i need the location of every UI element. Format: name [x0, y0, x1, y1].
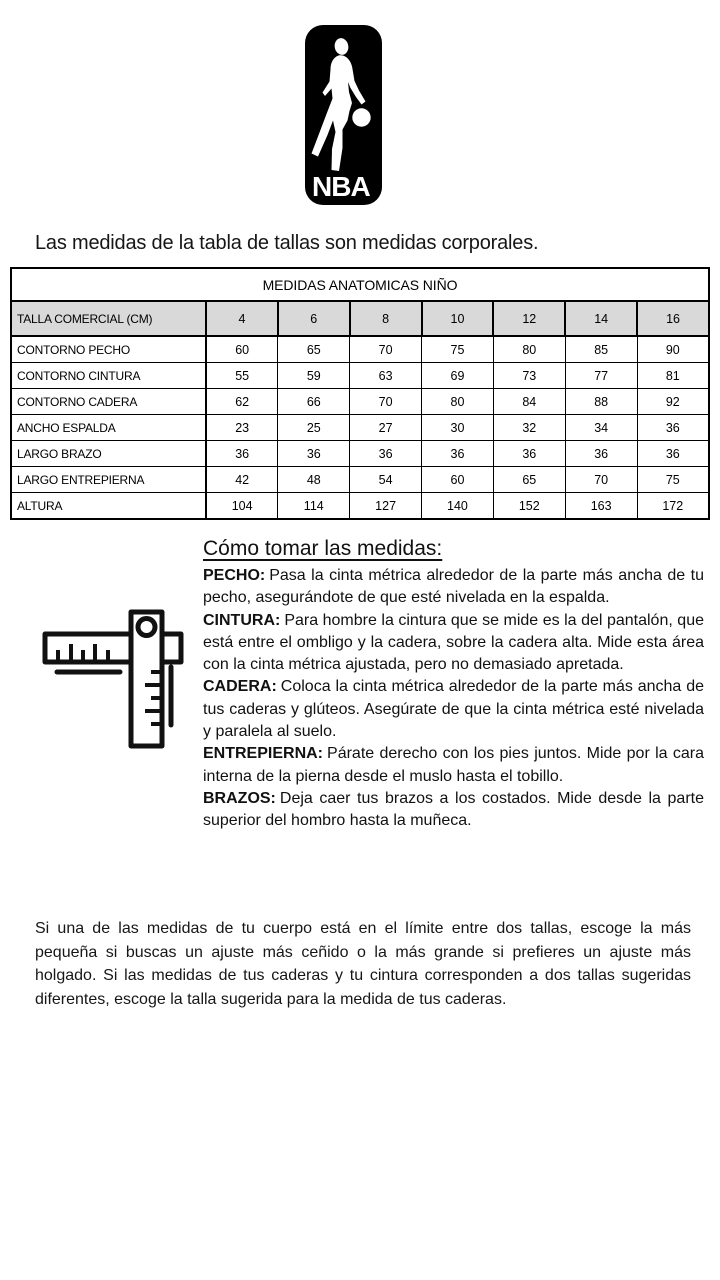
- cell: 80: [422, 389, 494, 415]
- cell: 63: [350, 363, 422, 389]
- column-header: 8: [350, 301, 422, 336]
- cell: 90: [637, 336, 709, 363]
- page-title: Las medidas de la tabla de tallas son medidas corporales.: [35, 232, 539, 254]
- cell: 36: [565, 441, 637, 467]
- cell: 163: [565, 493, 637, 520]
- size-chart-table: [10, 267, 710, 520]
- cell: 70: [350, 336, 422, 363]
- table-row: [11, 415, 709, 441]
- instruction-body: Para hombre la cintura que se mide es la del pantalón, que está entre el ombligo y la cadera, sobre la cadera alta. Mide esta área con la cinta métrica ajustada, pero no demasiado apretada.: [203, 611, 704, 674]
- cell: 140: [422, 493, 494, 520]
- cell: 36: [637, 441, 709, 467]
- instruction-body: Pasa la cinta métrica alrededor de la parte más ancha de tu pecho, asegurándote de que esté nivelada en la espalda.: [203, 567, 704, 607]
- instructions-heading: Cómo tomar las medidas:: [203, 537, 443, 560]
- column-header: 10: [422, 301, 494, 336]
- cell: 30: [422, 415, 494, 441]
- cell: 32: [493, 415, 565, 441]
- table-header-row: [11, 301, 709, 336]
- instruction-item: [203, 676, 704, 743]
- instruction-item: [203, 788, 704, 833]
- cell: 75: [637, 467, 709, 493]
- column-header: 14: [565, 301, 637, 336]
- instruction-body: Deja caer tus brazos a los costados. Mide desde la parte superior del hombro hasta la muñeca.: [203, 789, 704, 830]
- cell: 65: [278, 336, 350, 363]
- instruction-item: [203, 743, 704, 788]
- cell: 36: [350, 441, 422, 467]
- cell: 85: [565, 336, 637, 363]
- table-row: [11, 441, 709, 467]
- ruler-square-icon: [42, 608, 184, 750]
- row-label: ALTURA: [11, 493, 206, 520]
- nba-logo-text: NBA: [312, 171, 370, 202]
- cell: 88: [565, 389, 637, 415]
- column-header: 4: [206, 301, 278, 336]
- cell: 60: [422, 467, 494, 493]
- cell: 75: [422, 336, 494, 363]
- cell: 92: [637, 389, 709, 415]
- cell: 36: [637, 415, 709, 441]
- cell: 23: [206, 415, 278, 441]
- instruction-term: PECHO:: [203, 567, 266, 584]
- cell: 42: [206, 467, 278, 493]
- size-chart: [10, 267, 710, 520]
- cell: 104: [206, 493, 278, 520]
- cell: 59: [278, 363, 350, 389]
- cell: 81: [637, 363, 709, 389]
- instruction-body: Coloca la cinta métrica alrededor de la parte más ancha de tus caderas y glúteos. Asegúrate de que la cinta métrica esté nivelada y paralela al suelo.: [203, 678, 704, 741]
- cell: 36: [493, 441, 565, 467]
- cell: 66: [278, 389, 350, 415]
- cell: 127: [350, 493, 422, 520]
- cell: 25: [278, 415, 350, 441]
- cell: 36: [278, 441, 350, 467]
- table-row: [11, 363, 709, 389]
- cell: 36: [422, 441, 494, 467]
- table-row: [11, 467, 709, 493]
- instruction-term: CINTURA:: [203, 611, 281, 629]
- cell: 84: [493, 389, 565, 415]
- table-row: [11, 336, 709, 363]
- row-label: CONTORNO CADERA: [11, 389, 206, 415]
- table-row: [11, 493, 709, 520]
- cell: 60: [206, 336, 278, 363]
- instruction-term: CADERA:: [203, 678, 277, 696]
- column-header: TALLA COMERCIAL (CM): [11, 301, 206, 336]
- cell: 73: [493, 363, 565, 389]
- row-label: CONTORNO CINTURA: [11, 363, 206, 389]
- instruction-item: [203, 565, 704, 610]
- column-header: 6: [278, 301, 350, 336]
- cell: 80: [493, 336, 565, 363]
- cell: 69: [422, 363, 494, 389]
- cell: 70: [350, 389, 422, 415]
- row-label: LARGO BRAZO: [11, 441, 206, 467]
- cell: 34: [565, 415, 637, 441]
- cell: 65: [493, 467, 565, 493]
- table-row: [11, 389, 709, 415]
- row-label: CONTORNO PECHO: [11, 336, 206, 363]
- cell: 172: [637, 493, 709, 520]
- cell: 77: [565, 363, 637, 389]
- cell: 54: [350, 467, 422, 493]
- cell: 62: [206, 389, 278, 415]
- table-title: MEDIDAS ANATOMICAS NIÑO: [11, 268, 709, 301]
- instructions-text: [203, 565, 704, 833]
- column-header: 12: [493, 301, 565, 336]
- sizing-advice-note: Si una de las medidas de tu cuerpo está en el límite entre dos tallas, escoge la más pequeña si buscas un ajuste más ceñido o la más grande si prefieres un ajuste más holgado. Si las medidas de tus caderas y tu cintura corresponden a dos tallas sugeridas diferentes, escoge la talla sugerida para la medida de tus caderas.: [35, 920, 691, 1008]
- row-label: LARGO ENTREPIERNA: [11, 467, 206, 493]
- instruction-body: Párate derecho con los pies juntos. Mide por la cara interna de la pierna desde el muslo hasta el tobillo.: [203, 745, 704, 785]
- cell: 70: [565, 467, 637, 493]
- cell: 55: [206, 363, 278, 389]
- row-label: ANCHO ESPALDA: [11, 415, 206, 441]
- cell: 152: [493, 493, 565, 520]
- instruction-term: BRAZOS:: [203, 789, 276, 807]
- instruction-term: ENTREPIERNA:: [203, 745, 324, 763]
- cell: 27: [350, 415, 422, 441]
- cell: 114: [278, 493, 350, 520]
- instruction-item: [203, 610, 704, 677]
- nba-logo-icon: [305, 25, 382, 205]
- column-header: 16: [637, 301, 709, 336]
- cell: 48: [278, 467, 350, 493]
- cell: 36: [206, 441, 278, 467]
